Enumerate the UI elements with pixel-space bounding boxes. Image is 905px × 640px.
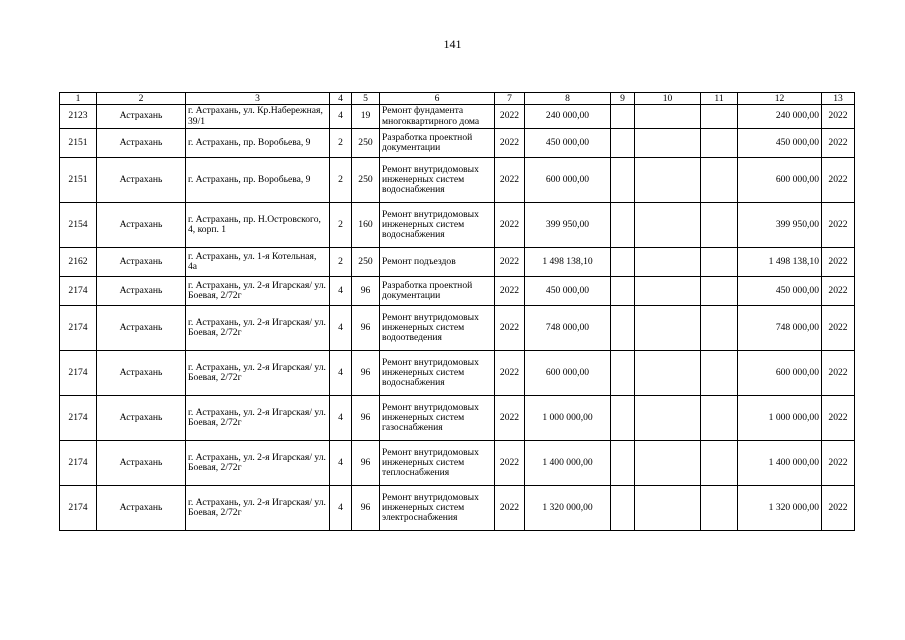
cell-col5: 96 — [352, 486, 380, 531]
cell-col11 — [701, 306, 738, 351]
cell-total: 450 000,00 — [738, 277, 822, 306]
cell-address: г. Астрахань, ул. 2-я Игарская/ ул. Боевая, 2/72г — [186, 486, 330, 531]
cell-id: 2174 — [60, 486, 97, 531]
cell-year-end: 2022 — [822, 306, 855, 351]
cell-address: г. Астрахань, ул. 2-я Игарская/ ул. Боевая, 2/72г — [186, 396, 330, 441]
cell-total: 748 000,00 — [738, 306, 822, 351]
cell-amount: 1 000 000,00 — [525, 396, 611, 441]
cell-work-type: Ремонт внутридомовых инженерных систем водоотведения — [380, 306, 495, 351]
cell-amount: 1 498 138,10 — [525, 248, 611, 277]
cell-id: 2174 — [60, 277, 97, 306]
column-number-row — [60, 93, 855, 105]
cell-col5: 250 — [352, 158, 380, 203]
cell-year: 2022 — [495, 129, 525, 158]
column-header: 5 — [352, 93, 380, 105]
cell-amount: 1 400 000,00 — [525, 441, 611, 486]
table-row — [60, 129, 855, 158]
column-header: 9 — [611, 93, 635, 105]
cell-col9 — [611, 441, 635, 486]
column-header: 4 — [330, 93, 352, 105]
cell-col4: 2 — [330, 158, 352, 203]
cell-col4: 4 — [330, 441, 352, 486]
page-number: 141 — [443, 37, 462, 51]
cell-year-end: 2022 — [822, 105, 855, 129]
column-header: 8 — [525, 93, 611, 105]
cell-city: Астрахань — [97, 396, 186, 441]
cell-total: 1 000 000,00 — [738, 396, 822, 441]
cell-year: 2022 — [495, 105, 525, 129]
cell-work-type: Ремонт подъездов — [380, 248, 495, 277]
cell-col4: 4 — [330, 105, 352, 129]
cell-id: 2174 — [60, 441, 97, 486]
cell-work-type: Ремонт внутридомовых инженерных систем водоснабжения — [380, 158, 495, 203]
cell-col10 — [635, 203, 701, 248]
cell-city: Астрахань — [97, 129, 186, 158]
cell-year-end: 2022 — [822, 203, 855, 248]
cell-total: 1 400 000,00 — [738, 441, 822, 486]
column-header: 11 — [701, 93, 738, 105]
cell-year: 2022 — [495, 486, 525, 531]
table-row — [60, 158, 855, 203]
cell-col4: 4 — [330, 396, 352, 441]
table-row — [60, 441, 855, 486]
cell-city: Астрахань — [97, 486, 186, 531]
cell-col11 — [701, 351, 738, 396]
cell-col11 — [701, 203, 738, 248]
cell-city: Астрахань — [97, 158, 186, 203]
cell-id: 2174 — [60, 396, 97, 441]
cell-col11 — [701, 129, 738, 158]
cell-city: Астрахань — [97, 203, 186, 248]
table-row — [60, 486, 855, 531]
cell-year-end: 2022 — [822, 158, 855, 203]
cell-col4: 4 — [330, 351, 352, 396]
cell-city: Астрахань — [97, 351, 186, 396]
cell-col10 — [635, 129, 701, 158]
cell-col11 — [701, 396, 738, 441]
cell-id: 2162 — [60, 248, 97, 277]
cell-year-end: 2022 — [822, 441, 855, 486]
cell-col11 — [701, 441, 738, 486]
cell-col10 — [635, 396, 701, 441]
cell-address: г. Астрахань, ул. 1-я Котельная, 4а — [186, 248, 330, 277]
cell-work-type: Ремонт внутридомовых инженерных систем электроснабжения — [380, 486, 495, 531]
cell-col9 — [611, 158, 635, 203]
cell-city: Астрахань — [97, 248, 186, 277]
cell-col5: 96 — [352, 306, 380, 351]
table-row — [60, 396, 855, 441]
table-row — [60, 277, 855, 306]
cell-col9 — [611, 486, 635, 531]
cell-col5: 250 — [352, 248, 380, 277]
cell-col9 — [611, 129, 635, 158]
cell-year: 2022 — [495, 248, 525, 277]
cell-amount: 450 000,00 — [525, 129, 611, 158]
cell-year-end: 2022 — [822, 396, 855, 441]
cell-col10 — [635, 441, 701, 486]
cell-col9 — [611, 277, 635, 306]
cell-col10 — [635, 277, 701, 306]
cell-col9 — [611, 203, 635, 248]
cell-year-end: 2022 — [822, 248, 855, 277]
cell-address: г. Астрахань, пр. Н.Островского, 4, корп. 1 — [186, 203, 330, 248]
cell-address: г. Астрахань, ул. 2-я Игарская/ ул. Боевая, 2/72г — [186, 351, 330, 396]
cell-amount: 600 000,00 — [525, 158, 611, 203]
cell-total: 450 000,00 — [738, 129, 822, 158]
register-table — [59, 92, 855, 531]
column-header: 2 — [97, 93, 186, 105]
cell-year: 2022 — [495, 306, 525, 351]
cell-amount: 450 000,00 — [525, 277, 611, 306]
cell-work-type: Ремонт внутридомовых инженерных систем газоснабжения — [380, 396, 495, 441]
cell-col5: 19 — [352, 105, 380, 129]
cell-amount: 600 000,00 — [525, 351, 611, 396]
cell-id: 2123 — [60, 105, 97, 129]
cell-address: г. Астрахань, ул. Кр.Набережная, 39/1 — [186, 105, 330, 129]
table-row — [60, 203, 855, 248]
cell-col11 — [701, 105, 738, 129]
cell-year-end: 2022 — [822, 351, 855, 396]
cell-col5: 96 — [352, 441, 380, 486]
cell-year: 2022 — [495, 441, 525, 486]
cell-work-type: Ремонт внутридомовых инженерных систем теплоснабжения — [380, 441, 495, 486]
cell-col4: 2 — [330, 129, 352, 158]
cell-year: 2022 — [495, 351, 525, 396]
column-header: 6 — [380, 93, 495, 105]
cell-year-end: 2022 — [822, 486, 855, 531]
cell-year: 2022 — [495, 277, 525, 306]
cell-total: 240 000,00 — [738, 105, 822, 129]
cell-col11 — [701, 486, 738, 531]
cell-amount: 240 000,00 — [525, 105, 611, 129]
cell-col10 — [635, 486, 701, 531]
cell-total: 399 950,00 — [738, 203, 822, 248]
column-header: 10 — [635, 93, 701, 105]
column-header: 12 — [738, 93, 822, 105]
cell-col5: 250 — [352, 129, 380, 158]
table-row — [60, 306, 855, 351]
cell-col10 — [635, 248, 701, 277]
table-row — [60, 105, 855, 129]
cell-col5: 96 — [352, 396, 380, 441]
cell-total: 1 320 000,00 — [738, 486, 822, 531]
cell-col5: 96 — [352, 351, 380, 396]
cell-year-end: 2022 — [822, 129, 855, 158]
cell-id: 2154 — [60, 203, 97, 248]
cell-city: Астрахань — [97, 105, 186, 129]
cell-total: 600 000,00 — [738, 158, 822, 203]
cell-col4: 2 — [330, 248, 352, 277]
cell-id: 2151 — [60, 129, 97, 158]
cell-address: г. Астрахань, пр. Воробьева, 9 — [186, 129, 330, 158]
cell-col10 — [635, 306, 701, 351]
column-header: 3 — [186, 93, 330, 105]
cell-col11 — [701, 277, 738, 306]
cell-id: 2174 — [60, 306, 97, 351]
column-header: 13 — [822, 93, 855, 105]
cell-col4: 4 — [330, 306, 352, 351]
cell-col4: 2 — [330, 203, 352, 248]
column-header: 1 — [60, 93, 97, 105]
table-row — [60, 248, 855, 277]
cell-amount: 748 000,00 — [525, 306, 611, 351]
table-row — [60, 351, 855, 396]
cell-work-type: Ремонт внутридомовых инженерных систем водоснабжения — [380, 351, 495, 396]
cell-work-type: Разработка проектной документации — [380, 129, 495, 158]
cell-col11 — [701, 158, 738, 203]
cell-col9 — [611, 351, 635, 396]
cell-year: 2022 — [495, 158, 525, 203]
cell-work-type: Ремонт внутридомовых инженерных систем водоснабжения — [380, 203, 495, 248]
cell-col9 — [611, 105, 635, 129]
cell-col9 — [611, 248, 635, 277]
cell-col4: 4 — [330, 277, 352, 306]
cell-work-type: Разработка проектной документации — [380, 277, 495, 306]
cell-col10 — [635, 351, 701, 396]
cell-address: г. Астрахань, ул. 2-я Игарская/ ул. Боевая, 2/72г — [186, 441, 330, 486]
cell-address: г. Астрахань, ул. 2-я Игарская/ ул. Боевая, 2/72г — [186, 277, 330, 306]
cell-total: 1 498 138,10 — [738, 248, 822, 277]
cell-amount: 399 950,00 — [525, 203, 611, 248]
cell-year-end: 2022 — [822, 277, 855, 306]
cell-col9 — [611, 306, 635, 351]
cell-year: 2022 — [495, 396, 525, 441]
cell-address: г. Астрахань, пр. Воробьева, 9 — [186, 158, 330, 203]
cell-city: Астрахань — [97, 441, 186, 486]
cell-id: 2151 — [60, 158, 97, 203]
cell-col5: 96 — [352, 277, 380, 306]
column-header: 7 — [495, 93, 525, 105]
cell-work-type: Ремонт фундамента многоквартирного дома — [380, 105, 495, 129]
cell-year: 2022 — [495, 203, 525, 248]
cell-address: г. Астрахань, ул. 2-я Игарская/ ул. Боевая, 2/72г — [186, 306, 330, 351]
cell-col10 — [635, 105, 701, 129]
cell-col9 — [611, 396, 635, 441]
cell-city: Астрахань — [97, 306, 186, 351]
cell-col10 — [635, 158, 701, 203]
cell-col5: 160 — [352, 203, 380, 248]
cell-col4: 4 — [330, 486, 352, 531]
cell-id: 2174 — [60, 351, 97, 396]
cell-city: Астрахань — [97, 277, 186, 306]
cell-col11 — [701, 248, 738, 277]
cell-total: 600 000,00 — [738, 351, 822, 396]
cell-amount: 1 320 000,00 — [525, 486, 611, 531]
